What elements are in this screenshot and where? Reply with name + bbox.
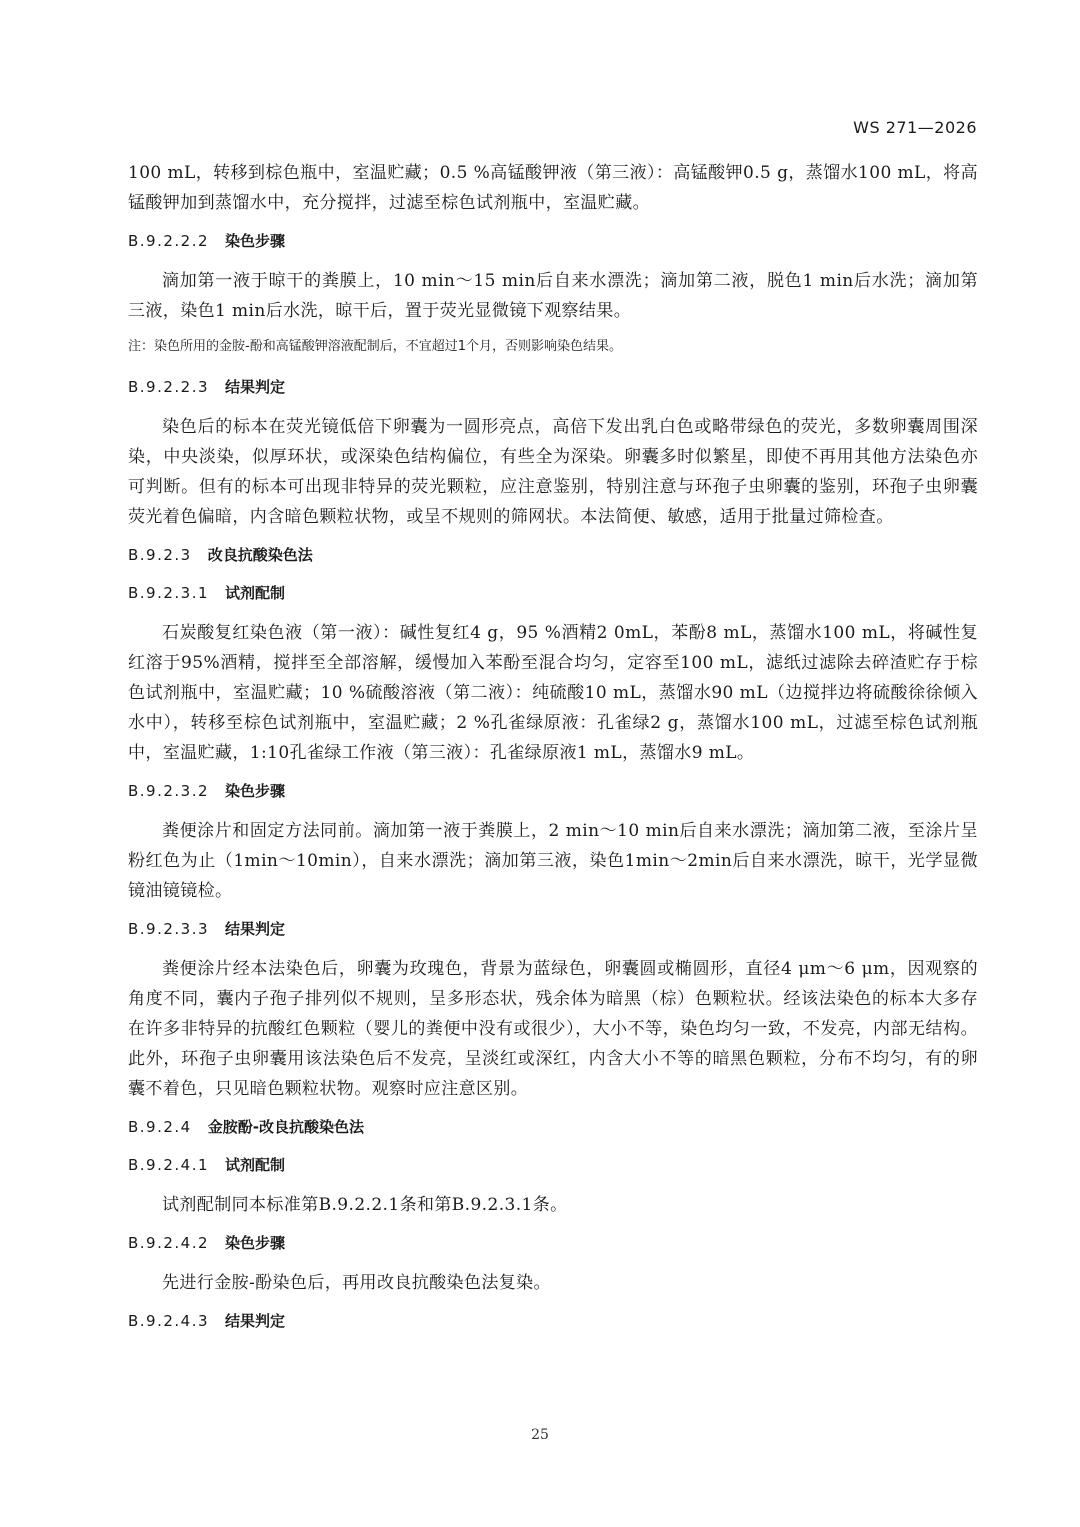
section-title: 染色步骤 — [225, 232, 286, 250]
note: 注：染色所用的金胺-酚和高锰酸钾溶液配制后，不宜超过1个月，否则影响染色结果。 — [128, 339, 622, 354]
section-title: 改良抗酸染色法 — [207, 546, 313, 564]
paragraph: 粪便涂片和固定方法同前。滴加第一液于粪膜上，2 min～10 min后自来水漂洗；滴加第二液，至涂片呈粉红色为止（1min～10min），自来水漂洗；滴加第三液，染色1min～2min后自来水漂洗，晾干，光学显微镜油镜镜检。 — [128, 821, 978, 901]
paragraph: 100 mL，转移到棕色瓶中，室温贮藏；0.5 %高锰酸钾液（第三液）：高锰酸钾0.5 g，蒸馏水100 mL，将高锰酸钾加到蒸馏水中，充分搅拌，过滤至棕色试剂瓶中，室温贮藏。 — [128, 163, 978, 213]
section-heading — [128, 1152, 978, 1178]
section-title: 金胺酚-改良抗酸染色法 — [207, 1118, 364, 1136]
section-number: B.9.2.4.3 — [128, 1312, 210, 1330]
section-heading — [128, 778, 978, 804]
section-title: 结果判定 — [225, 920, 286, 938]
section-title: 试剂配制 — [225, 1156, 286, 1174]
section-number: B.9.2.2.3 — [128, 378, 210, 396]
section-title: 结果判定 — [225, 1312, 286, 1330]
section-number: B.9.2.3.2 — [128, 782, 210, 800]
section-number: B.9.2.2.2 — [128, 232, 210, 250]
paragraph: 试剂配制同本标准第B.9.2.2.1条和第B.9.2.3.1条。 — [162, 1195, 568, 1215]
section-heading — [128, 1308, 978, 1334]
section-heading — [128, 542, 978, 568]
section-title: 染色步骤 — [225, 1234, 286, 1252]
section-number: B.9.2.4 — [128, 1118, 192, 1136]
section-heading — [128, 228, 978, 254]
section-number: B.9.2.4.2 — [128, 1234, 210, 1252]
section-heading — [128, 1230, 978, 1256]
page-content — [128, 158, 978, 1346]
standard-code: WS 271—2026 — [853, 118, 977, 137]
section-title: 试剂配制 — [225, 584, 286, 602]
paragraph: 滴加第一液于晾干的粪膜上，10 min～15 min后自来水漂洗；滴加第二液，脱色1 min后水洗；滴加第三液，染色1 min后水洗，晾干后，置于荧光显微镜下观察结果。 — [128, 271, 978, 321]
paragraph: 先进行金胺-酚染色后，再用改良抗酸染色法复染。 — [162, 1273, 551, 1293]
section-heading — [128, 580, 978, 606]
section-heading — [128, 1114, 978, 1140]
section-number: B.9.2.3 — [128, 546, 192, 564]
section-title: 结果判定 — [225, 378, 286, 396]
section-number: B.9.2.4.1 — [128, 1156, 210, 1174]
paragraph: 染色后的标本在荧光镜低倍下卵囊为一圆形亮点，高倍下发出乳白色或略带绿色的荧光，多数卵囊周围深染，中央淡染，似厚环状，或深染色结构偏位，有些全为深染。卵囊多时似繁星，即使不再用其他方法染色亦可判断。但有的标本可出现非特异的荧光颗粒，应注意鉴别，特别注意与环孢子虫卵囊的鉴别，环孢子虫卵囊荧光着色偏暗，内含暗色颗粒状物，或呈不规则的筛网状。本法简便、敏感，适用于批量过筛检查。 — [128, 417, 978, 527]
paragraph: 粪便涂片经本法染色后，卵囊为玫瑰色，背景为蓝绿色，卵囊圆或椭圆形，直径4 μm～6 μm，因观察的角度不同，囊内子孢子排列似不规则，呈多形态状，残余体为暗黑（棕）色颗粒状。经该法染色的标本大多存在许多非特异的抗酸红色颗粒（婴儿的粪便中没有或很少），大小不等，染色均匀一致，不发亮，内部无结构。此外，环孢子虫卵囊用该法染色后不发亮，呈淡红或深红，内含大小不等的暗黑色颗粒，分布不均匀，有的卵囊不着色，只见暗色颗粒状物。观察时应注意区别。 — [128, 959, 978, 1099]
section-number: B.9.2.3.1 — [128, 584, 210, 602]
paragraph: 石炭酸复红染色液（第一液）：碱性复红4 g，95 %酒精2 0mL，苯酚8 mL，蒸馏水100 mL，将碱性复红溶于95%酒精，搅拌至全部溶解，缓慢加入苯酚至混合均匀，定容至100 mL，滤纸过滤除去碎渣贮存于棕色试剂瓶中，室温贮藏；10 %硫酸溶液（第二液）：纯硫酸10 mL，蒸馏水90 mL（边搅拌边将硫酸徐徐倾入水中），转移至棕色试剂瓶中，室温贮藏；2 %孔雀绿原液：孔雀绿2 g，蒸馏水100 mL，过滤至棕色试剂瓶中，室温贮藏，1:10孔雀绿工作液（第三液）：孔雀绿原液1 mL，蒸馏水9 mL。 — [128, 623, 978, 763]
section-heading — [128, 374, 978, 400]
section-heading — [128, 916, 978, 942]
section-title: 染色步骤 — [225, 782, 286, 800]
section-number: B.9.2.3.3 — [128, 920, 210, 938]
page-number: 25 — [531, 1427, 549, 1443]
